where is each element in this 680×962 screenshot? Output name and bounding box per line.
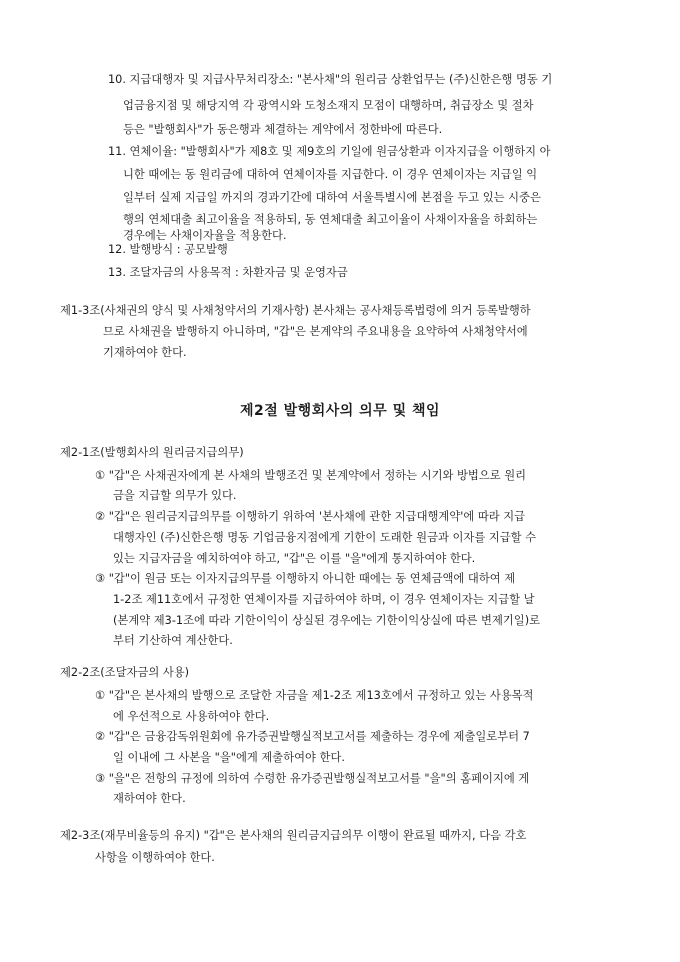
item-11-line-2: 니한 때에는 동 원리금에 대하여 연체이자를 지급한다. 이 경우 연체이자는 지급일 익 <box>123 168 538 181</box>
item-10-line-3: 등은 "발행회사"가 동은행과 체결하는 계약에서 정한바에 따른다. <box>123 123 443 136</box>
article-2-1-item-3-line-3: (본계약 제3-1조에 따라 기한이익이 상실된 경우에는 기한이익상실에 따른 변제기일)로 <box>113 614 541 627</box>
article-2-1-item-3-line-1: ③ "갑"이 원금 또는 이자지급의무를 이행하지 아니한 때에는 동 연체금액에 대하여 제 <box>95 572 516 585</box>
article-2-2-item-2-line-2: 일 이내에 그 사본을 "을"에게 제출하여야 한다. <box>113 751 345 764</box>
article-2-1-item-2-line-1: ② "갑"은 원리금지급의무를 이행하기 위하여 '본사채에 관한 지급대행계약'에 따라 지급 <box>95 510 526 523</box>
item-10-line-1: 10. 지급대행자 및 지급사무처리장소: "본사채"의 원리금 상환업무는 (주)신한은행 명동 기 <box>108 73 553 86</box>
item-10-line-2: 업금융지점 및 해당지역 각 광역시와 도청소재지 모점이 대행하며, 취급장소 및 절차 <box>123 99 534 112</box>
item-11-line-5: 경우에는 사채이자율을 적용한다. <box>123 229 287 242</box>
article-2-3-line-1: 제2-3조(재무비율등의 유지) "갑"은 본사채의 원리금지급의무 이행이 완료될 때까지, 다음 각호 <box>60 829 527 842</box>
article-2-1-item-2-line-2: 대행자인 (주)신한은행 명동 기업금융지점에게 기한이 도래한 원금과 이자를 지급할 수 <box>113 531 537 544</box>
article-2-2-item-3-line-1: ③ "을"은 전항의 규정에 의하여 수령한 유가증권발행실적보고서를 "을"의 홈페이지에 게 <box>95 772 530 785</box>
article-1-3-line-1: 제1-3조(사채권의 양식 및 사채청약서의 기재사항) 본사채는 공사채등록법령에 의거 등록발행하 <box>60 304 531 317</box>
article-2-2-heading: 제2-2조(조달자금의 사용) <box>60 666 190 679</box>
article-2-1-item-2-line-3: 있는 지급자금을 예치하여야 하고, "갑"은 이를 "을"에게 통지하여야 한다. <box>113 552 476 565</box>
article-2-3-line-2: 사항을 이행하여야 한다. <box>95 851 215 864</box>
article-2-2-item-1-line-2: 에 우선적으로 사용하여야 한다. <box>113 710 270 723</box>
article-2-1-heading: 제2-1조(발행회사의 원리금지급의무) <box>60 446 244 459</box>
article-2-1-item-3-line-2: 1-2조 제11호에서 규정한 연체이자를 지급하여야 하며, 이 경우 연체이자는 지급할 날 <box>113 593 535 606</box>
item-11-line-4: 행의 연체대출 최고이율을 적용하되, 동 연체대출 최고이율이 사채이자율을 하회하는 <box>123 213 538 226</box>
article-2-2-item-1-line-1: ① "갑"은 본사채의 발행으로 조달한 자금을 제1-2조 제13호에서 규정하고 있는 사용목적 <box>95 689 534 702</box>
article-2-1-item-1-line-2: 금을 지급할 의무가 있다. <box>113 489 237 502</box>
article-2-2-item-2-line-1: ② "갑"은 금융감독위원회에 유가증권발행실적보고서를 제출하는 경우에 제출일로부터 7 <box>95 730 530 743</box>
article-2-1-item-1-line-1: ① "갑"은 사채권자에게 본 사채의 발행조건 및 본계약에서 정하는 시기와 방법으로 원리 <box>95 469 527 482</box>
article-2-2-item-3-line-2: 재하여야 한다. <box>113 792 186 805</box>
section-title: 제2절 발행회사의 의무 및 책임 <box>239 403 441 419</box>
item-11-line-1: 11. 연체이율: "발행회사"가 제8호 및 제9호의 기일에 원금상환과 이자지급을 이행하지 아 <box>108 145 551 158</box>
article-1-3-line-2: 므로 사채권을 발행하지 아니하며, "갑"은 본계약의 주요내용을 요약하여 사채청약서에 <box>103 325 528 338</box>
item-13: 13. 조달자금의 사용목적 : 차환자금 및 운영자금 <box>108 266 348 279</box>
article-2-1-item-3-line-4: 부터 기산하여 계산한다. <box>113 634 233 647</box>
article-1-3-line-3: 기재하여야 한다. <box>103 346 187 359</box>
item-11-line-3: 일부터 실제 지급일 까지의 경과기간에 대하여 서울특별시에 본점을 두고 있는 시중은 <box>123 191 541 204</box>
item-12: 12. 발행방식 : 공모발행 <box>108 243 228 256</box>
